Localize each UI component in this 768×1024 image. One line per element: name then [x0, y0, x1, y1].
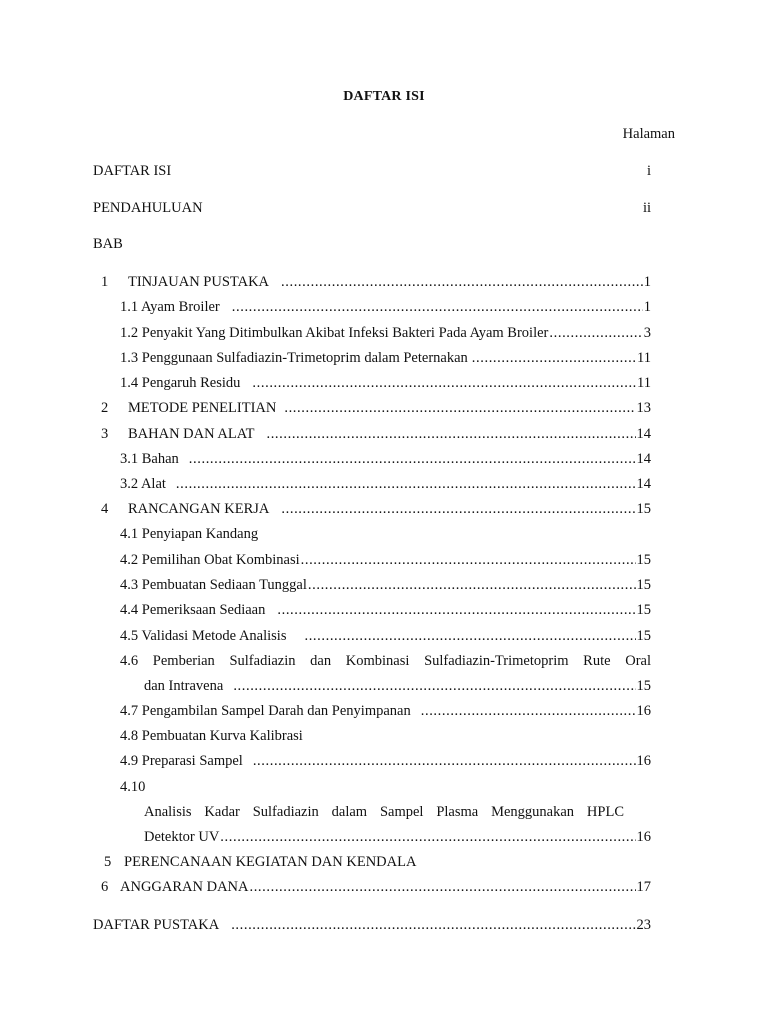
chapter-number: 1	[101, 274, 109, 290]
toc-entry-label: 3 BAHAN DAN ALAT	[101, 426, 255, 442]
chapter-number: 6	[101, 879, 109, 895]
toc-section-3-1[interactable]	[120, 450, 651, 468]
toc-section-4-7[interactable]	[120, 702, 651, 720]
toc-entry-pendahuluan[interactable]	[93, 199, 651, 217]
toc-entry-page: i	[646, 163, 651, 179]
toc-entry-label: 4.9 Preparasi Sampel	[120, 753, 243, 769]
toc-section-4-2[interactable]	[120, 551, 651, 569]
toc-entry-label: dan Intravena	[144, 678, 224, 694]
dot-leader	[233, 677, 635, 695]
toc-entry-label: 4.8 Pembuatan Kurva Kalibrasi	[120, 728, 303, 744]
toc-entry-page: 23	[636, 917, 651, 933]
bab-heading: BAB	[93, 236, 123, 252]
dot-leader	[220, 828, 635, 846]
toc-entry-page: 1	[643, 299, 651, 315]
toc-chapter-5[interactable]	[104, 853, 651, 871]
toc-section-4-10-line2[interactable]	[144, 828, 651, 846]
toc-section-4-9[interactable]	[120, 752, 651, 770]
dot-leader	[252, 374, 636, 392]
toc-entry-label: 1.3 Penggunaan Sulfadiazin-Trimetoprim dalam Peternakan	[120, 350, 468, 366]
toc-section-4-5[interactable]	[120, 627, 651, 645]
toc-entry-page: 14	[636, 426, 651, 442]
toc-entry-label: 4.4 Pemeriksaan Sediaan	[120, 602, 266, 618]
dot-leader	[189, 450, 636, 468]
toc-entry-label: 3.2 Alat	[120, 476, 166, 492]
dot-leader	[284, 399, 635, 417]
toc-entry-page: 3	[643, 325, 651, 341]
chapter-number: 3	[101, 426, 109, 442]
dot-leader	[266, 425, 635, 443]
dot-leader	[304, 627, 635, 645]
toc-entry-label: 1 TINJAUAN PUSTAKA	[101, 274, 270, 290]
dot-leader	[421, 702, 636, 720]
dot-leader	[277, 601, 635, 619]
toc-section-4-3[interactable]	[120, 576, 651, 594]
toc-entry-daftar-pustaka[interactable]	[93, 916, 651, 934]
toc-entry-page: 15	[636, 577, 651, 593]
toc-entry-page: 15	[636, 678, 651, 694]
toc-section-1-4[interactable]	[120, 374, 651, 392]
toc-entry-label: 1.4 Pengaruh Residu	[120, 375, 241, 391]
toc-entry-label: 4.3 Pembuatan Sediaan Tunggal	[120, 577, 307, 593]
toc-chapter-2[interactable]	[101, 399, 651, 417]
dot-leader	[281, 500, 635, 518]
toc-entry-label: 5 PERENCANAAN KEGIATAN DAN KENDALA	[104, 854, 417, 870]
toc-entry-label: 4 RANCANGAN KERJA	[101, 501, 270, 517]
page-column-header: Halaman	[622, 126, 675, 142]
toc-section-1-2[interactable]	[120, 324, 651, 342]
toc-entry-label: 4.2 Pemilihan Obat Kombinasi	[120, 552, 300, 568]
chapter-number: 4	[101, 501, 109, 517]
toc-entry-page: 15	[636, 552, 651, 568]
toc-chapter-4[interactable]	[101, 500, 651, 518]
dot-leader	[253, 752, 636, 770]
dot-leader	[249, 878, 635, 896]
dot-leader	[231, 916, 635, 934]
toc-entry-page: 11	[637, 375, 651, 391]
toc-entry-label: 6 ANGGARAN DANA	[101, 879, 249, 895]
toc-entry-label: PENDAHULUAN	[93, 200, 203, 216]
toc-entry-page: 14	[636, 476, 651, 492]
toc-section-4-6-line2[interactable]	[144, 677, 651, 695]
toc-section-1-3[interactable]	[120, 349, 651, 367]
toc-entry-label: 4.5 Validasi Metode Analisis	[120, 628, 287, 644]
toc-section-4-10-line1[interactable]: Analisis Kadar Sulfadiazin dalam Sampel Plasma Menggunakan HPLC	[144, 804, 624, 820]
toc-entry-page: 16	[636, 829, 651, 845]
toc-entry-page: 15	[636, 628, 651, 644]
toc-chapter-1[interactable]	[101, 273, 651, 291]
toc-entry-page: 11	[637, 350, 651, 366]
toc-entry-label: DAFTAR PUSTAKA	[93, 917, 220, 933]
toc-entry-page: 14	[636, 451, 651, 467]
toc-entry-page: 15	[636, 501, 651, 517]
toc-entry-page: 16	[636, 753, 651, 769]
toc-entry-label: 1.2 Penyakit Yang Ditimbulkan Akibat Infeksi Bakteri Pada Ayam Broiler	[120, 325, 549, 341]
toc-entry-page: 1	[643, 274, 651, 290]
toc-entry-page: 13	[636, 400, 651, 416]
toc-section-4-6-line1[interactable]: 4.6 Pemberian Sulfadiazin dan Kombinasi Sulfadiazin-Trimetoprim Rute Oral	[120, 653, 651, 669]
toc-entry-label: 4.1 Penyiapan Kandang	[120, 526, 259, 542]
dot-leader	[549, 324, 642, 342]
dot-leader	[281, 273, 643, 291]
toc-entry-page: 17	[636, 879, 651, 895]
page-title: DAFTAR ISI	[343, 89, 425, 104]
chapter-number: 5	[104, 854, 112, 870]
toc-chapter-3[interactable]	[101, 425, 651, 443]
toc-entry-daftar-isi[interactable]	[93, 162, 651, 180]
toc-entry-label: DAFTAR ISI	[93, 163, 172, 179]
toc-section-3-2[interactable]	[120, 475, 651, 493]
toc-section-4-4[interactable]	[120, 601, 651, 619]
toc-entry-page: 16	[636, 703, 651, 719]
toc-entry-label: 1.1 Ayam Broiler	[120, 299, 220, 315]
chapter-number: 2	[101, 400, 109, 416]
toc-entry-label: 2 METODE PENELITIAN	[101, 400, 277, 416]
toc-entry-label: 4.7 Pengambilan Sampel Darah dan Penyimpanan	[120, 703, 411, 719]
toc-section-4-10-number[interactable]: 4.10	[120, 779, 146, 795]
dot-leader	[301, 551, 636, 569]
dot-leader	[308, 576, 636, 594]
toc-section-1-1[interactable]	[120, 298, 651, 316]
toc-entry-label: 3.1 Bahan	[120, 451, 179, 467]
dot-leader	[472, 349, 636, 367]
toc-section-4-1[interactable]	[120, 525, 651, 543]
toc-entry-label: Detektor UV	[144, 829, 220, 845]
dot-leader	[232, 298, 643, 316]
toc-entry-page: 15	[636, 602, 651, 618]
dot-leader	[176, 475, 636, 493]
toc-section-4-8[interactable]	[120, 727, 651, 745]
toc-entry-page: ii	[642, 200, 651, 216]
toc-chapter-6[interactable]	[101, 878, 651, 896]
